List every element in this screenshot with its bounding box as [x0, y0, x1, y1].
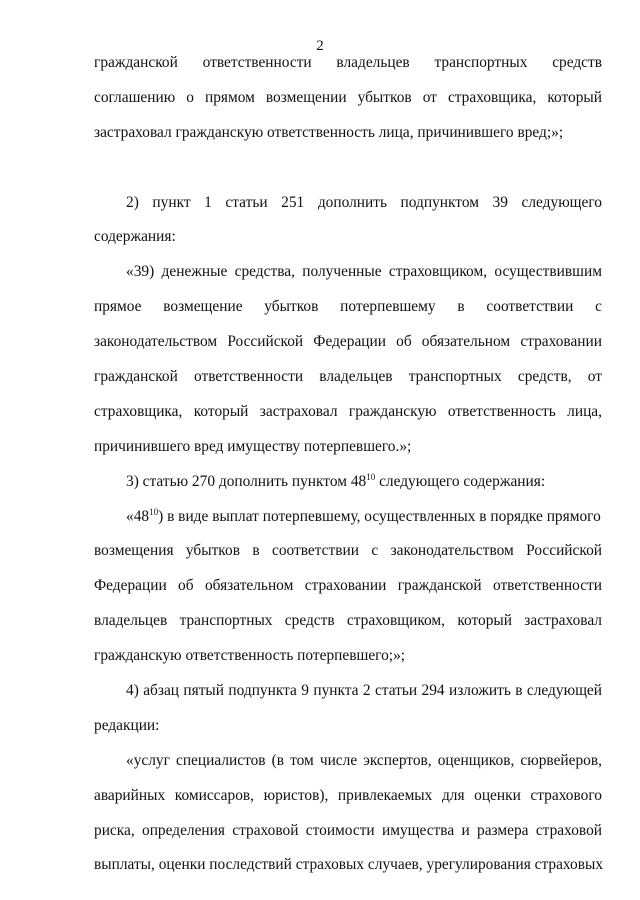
text-line: застраховал гражданскую ответственность лица, причинившего вред;»; — [94, 123, 564, 141]
superscript: 10 — [366, 471, 376, 482]
text-line: гражданскую ответственность потерпевшего;»; — [94, 647, 406, 665]
text-line: выплаты, оценки последствий страховых случаев, урегулирования страховых — [94, 856, 604, 874]
paragraph-gap — [94, 151, 602, 186]
text-line — [94, 465, 602, 500]
document-body — [94, 46, 602, 883]
text-line: Федерации об обязательном страховании гражданской ответственности — [94, 577, 602, 595]
text-line: прямое возмещение убытков потерпевшему в соответствии с — [94, 298, 602, 316]
text-line: владельцев транспортных средств страховщиком, который застраховал — [94, 612, 602, 630]
text-line: 2) пункт 1 статьи 251 дополнить подпунктом 39 следующего — [126, 193, 602, 211]
text-line: аварийных комиссаров, юристов), привлекаемых для оценки страхового — [94, 786, 602, 804]
text-line-end: следующего содержания: — [375, 472, 546, 490]
superscript: 10 — [149, 506, 159, 517]
text-line: 4) абзац пятый подпункта 9 пункта 2 статьи 294 изложить в следующей — [126, 682, 602, 700]
text-line: гражданской ответственности владельцев транспортных средств — [94, 54, 602, 71]
text-line: «39) денежные средства, полученные страховщиком, осуществившим — [126, 263, 602, 281]
text-line: риска, определения страховой стоимости имущества и размера страховой — [94, 821, 602, 839]
text-line — [94, 500, 602, 535]
text-line: причинившего вред имуществу потерпевшего.»; — [94, 437, 412, 455]
text-line: «услуг специалистов (в том числе экспертов, оценщиков, сюрвейеров, — [126, 751, 602, 769]
text-line: редакции: — [94, 716, 160, 734]
text-line: законодательством Российской Федерации об обязательном страховании — [94, 333, 602, 351]
text-line: содержания: — [94, 228, 176, 246]
text-line: возмещения убытков в соответствии с законодательством Российской — [94, 542, 602, 560]
text-line-start: 3) статью 270 дополнить пунктом 48 — [126, 472, 367, 490]
text-line: соглашению о прямом возмещении убытков от страховщика, который — [94, 88, 602, 106]
text-line: гражданской ответственности владельцев транспортных средств, от — [94, 368, 602, 386]
text-line: страховщика, который застраховал гражданскую ответственность лица, — [94, 402, 602, 420]
text-line-start: «48 — [126, 507, 150, 525]
text-line-end: ) в виде выплат потерпевшему, осуществленных в порядке прямого — [158, 507, 601, 525]
page-number: 2 — [316, 38, 324, 54]
